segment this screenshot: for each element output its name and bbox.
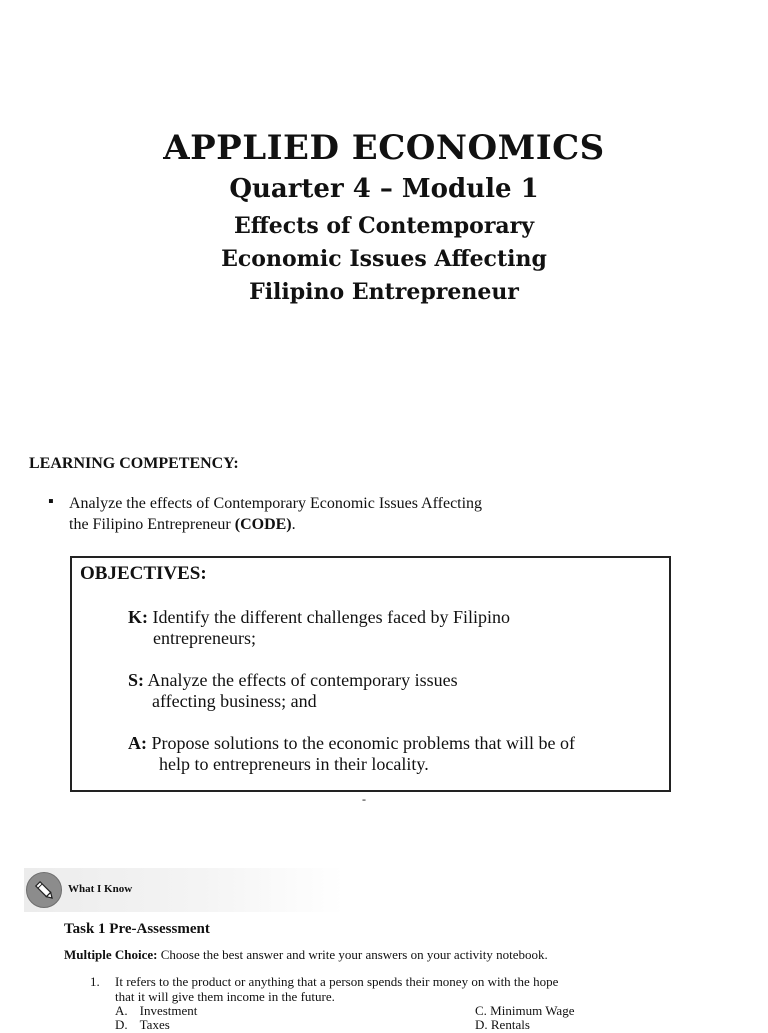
competency-code: (CODE) xyxy=(234,516,292,533)
question-text xyxy=(115,974,715,1004)
mc-instruction: Choose the best answer and write your answers on your activity notebook. xyxy=(157,947,548,962)
objective-text-cont: help to entrepreneurs in their locality. xyxy=(159,754,429,774)
module-topic xyxy=(0,210,768,309)
topic-line: Economic Issues Affecting xyxy=(221,246,547,272)
objective-letter: A: xyxy=(128,733,147,753)
stray-dash: - xyxy=(362,792,366,806)
question-line: that it will give them income in the future. xyxy=(115,989,335,1004)
question-line: It refers to the product or anything that a person spends their money on with the hope xyxy=(115,974,559,989)
option-text: Investment xyxy=(139,1003,198,1018)
option-letter: D. xyxy=(115,1017,128,1032)
objective-item-k xyxy=(128,607,668,649)
objective-text-cont: affecting business; and xyxy=(152,691,317,711)
multiple-choice-instructions xyxy=(64,947,754,963)
task-title: Task 1 Pre-Assessment xyxy=(64,921,210,937)
competency-suffix: . xyxy=(291,516,296,533)
option-text: Rentals xyxy=(490,1017,530,1032)
module-title: APPLIED ECONOMICS xyxy=(163,128,605,168)
option-d-right xyxy=(475,1017,530,1033)
learning-competency-text xyxy=(69,493,589,535)
question-number: 1. xyxy=(90,974,100,989)
topic-line: Effects of Contemporary xyxy=(233,213,535,239)
objective-item-a xyxy=(128,733,668,775)
objectives-title: OBJECTIVES: xyxy=(80,563,207,584)
module-subtitle: Quarter 4 – Module 1 xyxy=(229,174,539,204)
objective-letter: S: xyxy=(128,670,145,690)
competency-line: Analyze the effects of Contemporary Economic Issues Affecting xyxy=(69,495,483,512)
objective-text-cont: entrepreneurs; xyxy=(153,628,256,648)
topic-line: Filipino Entrepreneur xyxy=(249,279,519,305)
mc-label: Multiple Choice: xyxy=(64,947,158,962)
learning-competency-heading: LEARNING COMPETENCY: xyxy=(29,455,239,472)
competency-line xyxy=(69,514,589,535)
bullet-icon: ▪ xyxy=(48,493,54,510)
objective-text: Analyze the effects of contemporary issues xyxy=(147,670,458,690)
option-letter: D. xyxy=(475,1017,488,1032)
objective-item-s xyxy=(128,670,668,712)
competency-prefix: the Filipino Entrepreneur xyxy=(69,516,235,533)
option-d-left xyxy=(115,1017,170,1033)
what-i-know-label: What I Know xyxy=(68,883,133,895)
option-letter: C. xyxy=(475,1003,487,1018)
objective-text: Identify the different challenges faced by Filipino xyxy=(152,607,511,627)
pencil-icon xyxy=(26,872,62,908)
option-letter: A. xyxy=(115,1003,128,1018)
objective-letter: K: xyxy=(128,607,148,627)
option-text: Minimum Wage xyxy=(490,1003,575,1018)
option-text: Taxes xyxy=(139,1017,170,1032)
objective-text: Propose solutions to the economic problems that will be of xyxy=(151,733,575,753)
